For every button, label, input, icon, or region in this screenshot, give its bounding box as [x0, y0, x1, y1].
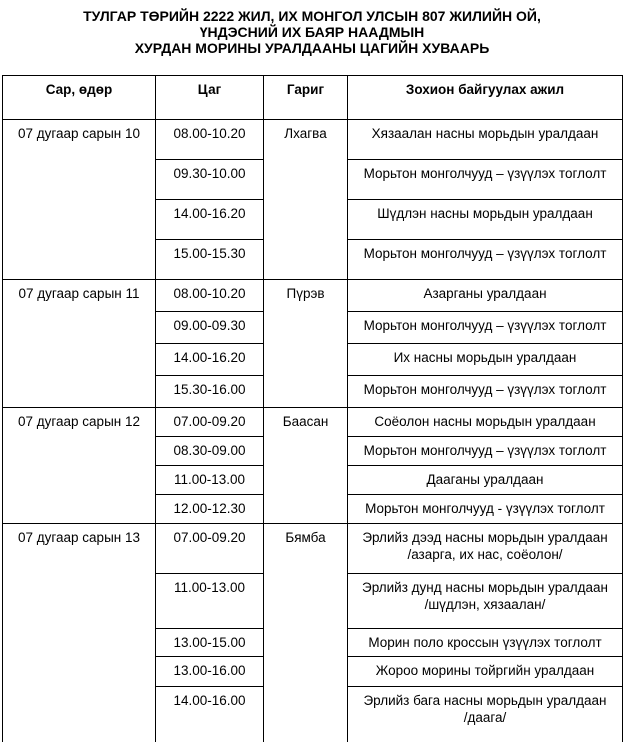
event-line-2: /даага/	[463, 710, 507, 725]
event-cell: Морин поло кроссын үзүүлэх тоглолт	[348, 629, 623, 657]
event-cell: Жороо морины тойргийн уралдаан	[348, 657, 623, 687]
event-cell: Морьтон монголчууд – үзүүлэх тоглолт	[348, 240, 623, 280]
time-cell: 13.00-15.00	[156, 629, 264, 657]
date-cell: 07 дугаар сарын 10	[3, 120, 156, 280]
time-cell: 11.00-13.00	[156, 574, 264, 629]
event-cell: Хязаалан насны морьдын уралдаан	[348, 120, 623, 160]
header-cell-activity: Зохион байгуулах ажил	[348, 76, 623, 120]
event-cell	[348, 574, 623, 629]
time-cell: 15.30-16.00	[156, 376, 264, 408]
day-cell: Бямба	[264, 524, 348, 742]
event-cell: Азарганы уралдаан	[348, 280, 623, 312]
header-cell-time: Цаг	[156, 76, 264, 120]
event-cell	[348, 524, 623, 574]
table-row	[3, 524, 623, 574]
event-cell: Морьтон монголчууд – үзүүлэх тоглолт	[348, 376, 623, 408]
time-cell: 11.00-13.00	[156, 466, 264, 495]
event-cell: Морьтон монголчууд - үзүүлэх тоглолт	[348, 495, 623, 524]
time-cell: 13.00-16.00	[156, 657, 264, 687]
time-cell: 07.00-09.20	[156, 408, 264, 437]
event-line-2: /шүдлэн, хязаалан/	[424, 597, 546, 612]
time-cell: 08.00-10.20	[156, 120, 264, 160]
header-cell-day: Гариг	[264, 76, 348, 120]
event-cell: Морьтон монголчууд – үзүүлэх тоглолт	[348, 437, 623, 466]
event-line-1: Эрлийз дээд насны морьдын уралдаан	[362, 530, 608, 545]
time-cell: 08.30-09.00	[156, 437, 264, 466]
event-cell: Шүдлэн насны морьдын уралдаан	[348, 200, 623, 240]
time-cell: 14.00-16.20	[156, 344, 264, 376]
event-cell: Дааганы уралдаан	[348, 466, 623, 495]
event-cell: Морьтон монголчууд – үзүүлэх тоглолт	[348, 160, 623, 200]
table-row	[3, 280, 623, 312]
time-cell: 09.30-10.00	[156, 160, 264, 200]
time-cell: 14.00-16.00	[156, 687, 264, 742]
date-cell: 07 дугаар сарын 11	[3, 280, 156, 408]
time-cell: 14.00-16.20	[156, 200, 264, 240]
day-cell: Лхагва	[264, 120, 348, 280]
event-cell: Морьтон монголчууд – үзүүлэх тоглолт	[348, 312, 623, 344]
time-cell: 12.00-12.30	[156, 495, 264, 524]
date-cell: 07 дугаар сарын 12	[3, 408, 156, 524]
event-line-1: Эрлийз бага насны морьдын уралдаан	[363, 693, 607, 708]
day-cell: Пүрэв	[264, 280, 348, 408]
document-title	[0, 0, 624, 56]
event-line-2: /азарга, их нас, соёолон/	[407, 547, 563, 562]
day-cell: Баасан	[264, 408, 348, 524]
time-cell: 15.00-15.30	[156, 240, 264, 280]
date-cell: 07 дугаар сарын 13	[3, 524, 156, 742]
time-cell: 08.00-10.20	[156, 280, 264, 312]
table-header-row	[3, 76, 623, 120]
time-cell: 07.00-09.20	[156, 524, 264, 574]
title-line-2: ҮНДЭСНИЙ ИХ БАЯР НААДМЫН	[199, 24, 425, 40]
title-line-3: ХУРДАН МОРИНЫ УРАЛДААНЫ ЦАГИЙН ХУВААРЬ	[134, 40, 490, 56]
event-cell: Их насны морьдын уралдаан	[348, 344, 623, 376]
title-line-1: ТУЛГАР ТӨРИЙН 2222 ЖИЛ, ИХ МОНГОЛ УЛСЫН 807 ЖИЛИЙН ОЙ,	[83, 8, 541, 24]
schedule-table	[2, 75, 623, 742]
event-cell	[348, 687, 623, 742]
header-cell-date: Сар, өдөр	[3, 76, 156, 120]
event-line-1: Эрлийз дунд насны морьдын уралдаан	[362, 580, 608, 595]
time-cell: 09.00-09.30	[156, 312, 264, 344]
table-row	[3, 120, 623, 160]
table-row	[3, 408, 623, 437]
event-cell: Соёолон насны морьдын уралдаан	[348, 408, 623, 437]
